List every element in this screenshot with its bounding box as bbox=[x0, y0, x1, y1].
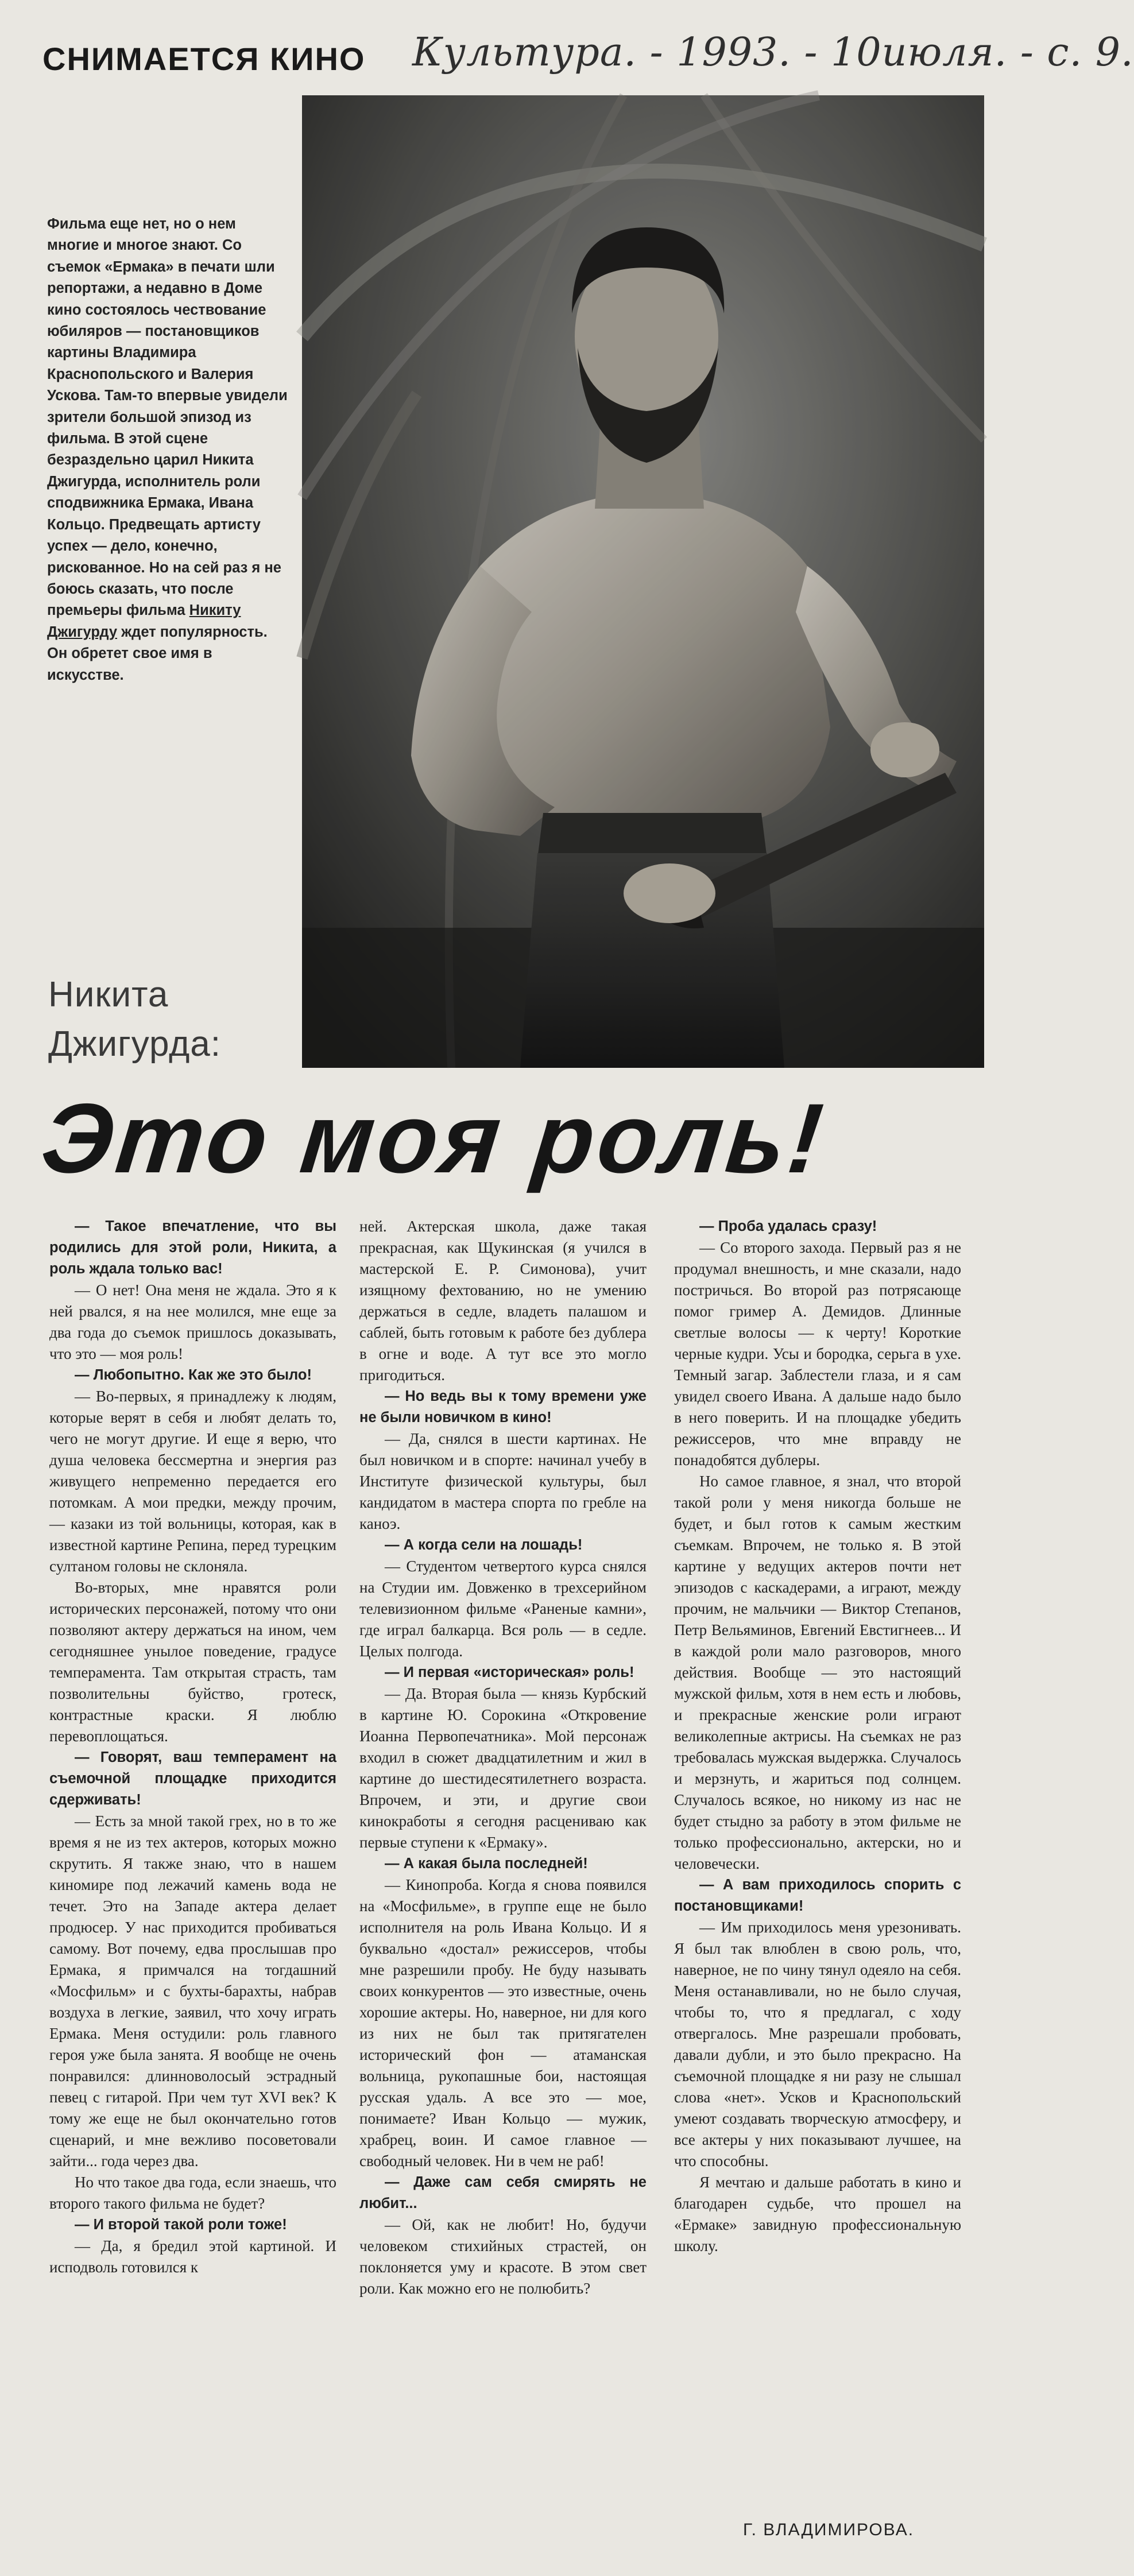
text-column-3 bbox=[674, 1216, 961, 2257]
col2-paragraph: — Но ведь вы к тому времени уже не были новичком в кино! bbox=[359, 1388, 647, 1425]
intro-lead-paragraph bbox=[47, 214, 288, 686]
col3-paragraph: Но самое главное, я знал, что второй такой роли у меня никогда больше не будет, и был готов к самым жестким съемкам. Впрочем, не только я. В этой картине у ведущих актеров почти нет эпизодов с каскадерами, а играют, между прочим, не мальчики — Виктор Степанов, Петр Вельяминов, Евгений Евстигнеев... И в каждой роли мало разговоров, много действия. Вообще — это настоящий мужской фильм, хотя в нем есть и любовь, и прекрасные женские роли играют великолепные актрисы. На съемках не раз требовалась мужская выдержка. Случалось и мерзнуть, и жариться под солнцем. Случалось всякое, но никому из нас не будет стыдно за работу в этом фильме не только профессионально, актерски, но и человечески. bbox=[674, 1473, 961, 1872]
col3-paragraph: — Со второго захода. Первый раз я не продумал внешность, и мне сказали, надо постричься. Во второй раз потрясающе помог гример А. Демидов. Длинные светлые волосы — к черту! Короткие черные кудри. Усы и бородка, серьга в ухе. Темный загар. Заблестели глаза, и я сам увидел своего Ивана. А дальше надо было в него поверить. И на площадке убедить режиссеров, что мне вправду не понадобятся дублеры. bbox=[674, 1239, 961, 1469]
author-signature: Г. ВЛАДИМИРОВА. bbox=[743, 2520, 915, 2539]
col3-paragraph: Я мечтаю и дальше работать в кино и благодарен судьбе, что прошел на «Ермаке» завидную профессиональную школу. bbox=[674, 2174, 961, 2255]
col2-paragraph: — И первая «историческая» роль! bbox=[385, 1664, 634, 1680]
col1-paragraph: — Есть за мной такой грех, но в то же время я не из тех актеров, которых можно скрутить. Я также знаю, что в нашем киномире под лежачий камень вода не течет. Это на Западе актера делает продюсер. У нас приходится пробиваться самому. Вот почему, едва прослышав про Ермака, я примчался на тогдашний «Мосфильм» и с бухты-барахты, набрав воздуха в легкие, заявил, что хочу играть Ермака. Меня остудили: роль главного героя уже была занята. Я вообще не очень понравился: длинноволосый эстрадный певец с гитарой. При чем тут XVI век? К тому же еще не был окончательно готов сценарий, и мне вежливо посоветовали зайти... года через два. bbox=[49, 1812, 336, 2170]
col1-paragraph: — Такое впечатление, что вы родились для этой роли, Никита, а роль ждала только вас! bbox=[49, 1218, 336, 1277]
col1-paragraph: — Во-первых, я принадлежу к людям, которые верят в себя и любят делать то, чего не могут другие. И еще я верю, что душа человека бессмертна и энергия раз живущего непременно передается его потомкам. А мои предки, между прочим, — казаки из той вольницы, которая, как в известной картине Репина, перед турецким султаном головы не склоняла. bbox=[49, 1388, 336, 1575]
intro-text-b: ждет популярность. Он обретет свое имя в искусстве. bbox=[47, 623, 268, 683]
text-column-2 bbox=[359, 1216, 647, 2299]
col1-paragraph: — Любопытно. Как же это было! bbox=[75, 1367, 312, 1383]
col2-paragraph: — Да. Вторая была — князь Курбский в картине Ю. Сорокина «Откровение Иоанна Первопечатника». Мой персонаж входил в сюжет двадцатилетним и жил в картине до шестидесятилетнего возраста. Впрочем, и эти, и другие свои кинокработы я сегодня расцениваю как первые ступени к «Ермаку». bbox=[359, 1685, 647, 1851]
col2-paragraph: — Даже сам себя смирять не любит... bbox=[359, 2174, 647, 2211]
col1-paragraph: — Говорят, ваш темперамент на съемочной площадке приходится сдерживать! bbox=[49, 1749, 336, 1808]
col2-paragraph: — Студентом четвертого курса снялся на Студии им. Довженко в трехсерийном телевизионном фильме «Раненые камни», где играл балкарца. Вся роль — в седле. Целых полгода. bbox=[359, 1558, 647, 1660]
col2-paragraph: — Ой, как не любит! Но, будучи человеком стихийных страстей, он поклоняется уму и красоте. В этом свет роли. Как можно его не полюбить? bbox=[359, 2216, 647, 2297]
col2-paragraph: — Кинопроба. Когда я снова появился на «Мосфильме», в группе еще не было исполнителя на роль Ивана Кольцо. И я буквально «достал» режиссеров, чтобы мне разрешили пробу. Не буду называть своих конкурентов — это известные, очень хорошие актеры. Но, наверное, ни для кого из них не был так притягателен исторический фон — атаманская вольница, рукопашные бои, настоящая русская удаль. А все это — мое, понимаете? Иван Кольцо — мужик, храбрец, воин. И самое главное — свободный человек. Ни в чем не раб! bbox=[359, 1876, 647, 2170]
col1-paragraph: — И второй такой роли тоже! bbox=[75, 2217, 287, 2233]
actor-photo-illustration bbox=[302, 95, 984, 1068]
col2-paragraph: ней. Актерская школа, даже такая прекрасная, как Щукинская (я учился в мастерской Е. Р. Симонова), учит изящному фехтованию, но не умению держаться в седле, владеть палашом и саблей, быть готовым к работе без дублера в огне и воде. А тут все это могло пригодиться. bbox=[359, 1218, 647, 1384]
actor-photo bbox=[302, 95, 984, 1068]
col3-paragraph: — А вам приходилось спорить с постановщиками! bbox=[674, 1877, 961, 1914]
subtitle-line-1: Никита bbox=[48, 975, 169, 1014]
subtitle-line-2: Джигурда: bbox=[48, 1024, 221, 1064]
section-rubric: СНИМАЕТСЯ КИНО bbox=[42, 41, 366, 77]
intro-underlined-name: Никиту Джигурду bbox=[47, 602, 241, 640]
col3-paragraph: — Проба удалась сразу! bbox=[699, 1218, 877, 1234]
col2-paragraph: — А когда сели на лошадь! bbox=[385, 1537, 583, 1553]
col2-paragraph: — А какая была последней! bbox=[385, 1856, 588, 1872]
col2-paragraph: — Да, снялся в шести картинах. Не был новичком и в спорте: начинал учебу в Институте физической культуры, был кандидатом в мастера спорта по гребле на каноэ. bbox=[359, 1430, 647, 1532]
text-column-1 bbox=[49, 1216, 336, 2278]
interview-subtitle bbox=[48, 970, 221, 1069]
col1-paragraph: — Да, я бредил этой картиной. И исподволь готовился к bbox=[49, 2237, 336, 2276]
col1-paragraph: — О нет! Она меня не ждала. Это я к ней рвался, я на нее молился, мне еще за два года до съемок пришлось доказывать, что это — моя роль! bbox=[49, 1281, 336, 1362]
intro-text-a: Фильма еще нет, но о нем многие и многое знают. Со съемок «Ермака» в печати шли репортажи, а недавно в Доме кино состоялось чествование юбиляров — постановщиков картины Владимира Краснопольского и Валерия Ускова. Там-то впервые увидели зрители большой эпизод из фильма. В этой сцене безраздельно царил Никита Джигурда, исполнитель роли сподвижника Ермака, Ивана Кольцо. Предвещать артисту успех — дело, конечно, рискованное. Но на сей раз я не боюсь сказать, что после премьеры фильма bbox=[47, 216, 288, 619]
col1-paragraph: Но что такое два года, если знаешь, что второго такого фильма не будет? bbox=[49, 2174, 336, 2212]
col1-paragraph: Во-вторых, мне нравятся роли исторических персонажей, потому что они позволяют актеру держаться на ином, чем сегодняшнее унылое поведение, градусе темперамента. Там открытая страсть, там позволительны буйство, гротеск, контрастные краски. Я люблю перевоплощаться. bbox=[49, 1579, 336, 1745]
article-headline: Это моя роль! bbox=[36, 1083, 831, 1194]
handwritten-citation: Культура. - 1993. - 10июля. - с. 9. bbox=[412, 30, 1134, 75]
col3-paragraph: — Им приходилось меня урезонивать. Я был так влюблен в свою роль, что, наверное, не по чину тянул одеяло на себя. Меня останавливали, но не было случая, чтобы то, что я предлагал, с ходу отвергалось. Мне разрешали пробовать, давали дубли, и это было прекрасно. На съемочной площадке я ни разу не слышал слова «нет». Усков и Краснопольский умеют создавать творческую атмосферу, и все актеры у них показывают лучшее, на что способны. bbox=[674, 1919, 961, 2170]
